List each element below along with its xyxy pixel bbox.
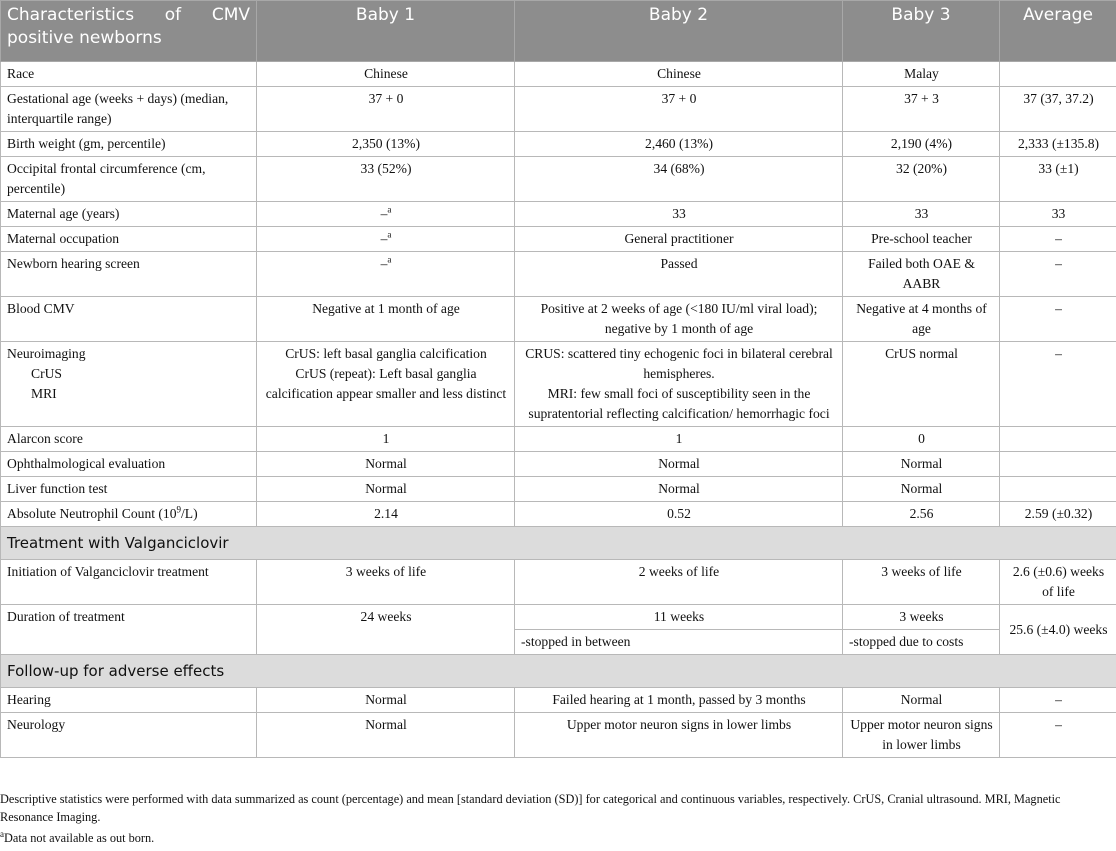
table-row: [1, 688, 1116, 713]
header-baby-1: Baby 1: [257, 1, 515, 62]
cell-baby-1: 2.14: [257, 502, 515, 527]
cell-average: –: [1000, 713, 1116, 758]
row-label: Race: [1, 62, 257, 87]
cell-average: 2.59 (±0.32): [1000, 502, 1116, 527]
table-row: [1, 157, 1116, 202]
anc-label-text: Absolute Neutrophil Count (10: [7, 506, 177, 521]
row-label: Maternal age (years): [1, 202, 257, 227]
dash-text: –: [380, 256, 388, 271]
cell-average: 33: [1000, 202, 1116, 227]
cell-average: –: [1000, 342, 1116, 427]
table-row: [1, 502, 1116, 527]
statistics-note: Descriptive statistics were performed with data summarized as count (percentage) and mean [standard deviation (SD)] for categorical and continuous variables, respectively. CrUS, Cranial ultrasound. MRI, Magnetic Resonance Imaging.: [0, 792, 1061, 824]
dash-text: –: [380, 231, 388, 246]
cell-baby-1: 37 + 0: [257, 87, 515, 132]
cell-average: –: [1000, 227, 1116, 252]
cell-baby-2: Normal: [515, 477, 843, 502]
cell-baby-1: 33 (52%): [257, 157, 515, 202]
cell-baby-1: 24 weeks: [257, 605, 515, 655]
table-row: [1, 297, 1116, 342]
row-label: Initiation of Valganciclovir treatment: [1, 560, 257, 605]
section-title-followup: Follow-up for adverse effects: [1, 655, 1116, 688]
neuro-text: CrUS (repeat): Left basal ganglia calcification appear smaller and less distinct: [265, 366, 507, 401]
header-baby-3: Baby 3: [843, 1, 1000, 62]
cell-baby-3: 3 weeks of life: [843, 560, 1000, 605]
table-row: [1, 427, 1116, 452]
cell-baby-2: 1: [515, 427, 843, 452]
table-row: [1, 202, 1116, 227]
footnote-marker: a: [0, 828, 4, 839]
row-label: Gestational age (weeks + days) (median, interquartile range): [1, 87, 257, 132]
row-label: Liver function test: [1, 477, 257, 502]
header-baby-2: Baby 2: [515, 1, 843, 62]
cell-baby-2: Failed hearing at 1 month, passed by 3 months: [515, 688, 843, 713]
cell-baby-1: Normal: [257, 477, 515, 502]
anc-label-unit: /L): [181, 506, 198, 521]
cell-baby-2: 33: [515, 202, 843, 227]
cell-average: –: [1000, 297, 1116, 342]
table-row: [1, 252, 1116, 297]
cell-baby-3: Pre-school teacher: [843, 227, 1000, 252]
table-row: [1, 477, 1116, 502]
cell-average: 25.6 (±4.0) weeks: [1000, 605, 1116, 655]
table-row: [1, 605, 1116, 630]
row-label: Blood CMV: [1, 297, 257, 342]
neuro-text: CRUS: scattered tiny echogenic foci in bilateral cerebral hemispheres.: [525, 346, 833, 381]
cell-average: 2,333 (±135.8): [1000, 132, 1116, 157]
cell-baby-3: Failed both OAE & AABR: [843, 252, 1000, 297]
cell-baby-2: Chinese: [515, 62, 843, 87]
cell-baby-3: 2.56: [843, 502, 1000, 527]
cell-baby-3: Normal: [843, 452, 1000, 477]
neuro-text: CrUS: left basal ganglia calcification: [285, 346, 487, 361]
cell-average: 2.6 (±0.6) weeks of life: [1000, 560, 1116, 605]
cell-baby-1: 3 weeks of life: [257, 560, 515, 605]
cell-average: [1000, 427, 1116, 452]
footnote-marker: a: [387, 229, 392, 240]
cell-baby-3: Malay: [843, 62, 1000, 87]
cell-baby-2: Upper motor neuron signs in lower limbs: [515, 713, 843, 758]
footnote-text: Data not available as out born.: [4, 831, 155, 845]
table-row: [1, 560, 1116, 605]
footnote-marker: a: [387, 204, 392, 215]
row-label: Ophthalmological evaluation: [1, 452, 257, 477]
cell-baby-3: 32 (20%): [843, 157, 1000, 202]
cell-baby-3: 33: [843, 202, 1000, 227]
table-row: [1, 62, 1116, 87]
cell-baby-1: Normal: [257, 713, 515, 758]
cell-baby-2: 34 (68%): [515, 157, 843, 202]
footnote-marker: a: [387, 254, 392, 265]
section-row: [1, 655, 1116, 688]
neuroimaging-sub-crus: CrUS: [31, 366, 62, 381]
cell-baby-1: Negative at 1 month of age: [257, 297, 515, 342]
cell-baby-3-note: -stopped due to costs: [843, 630, 1000, 655]
section-row: [1, 527, 1116, 560]
cell-baby-3: Upper motor neuron signs in lower limbs: [843, 713, 1000, 758]
cell-baby-2: Normal: [515, 452, 843, 477]
cell-average: 37 (37, 37.2): [1000, 87, 1116, 132]
cell-baby-1: [257, 202, 515, 227]
dash-text: –: [380, 206, 388, 221]
cell-baby-3: 3 weeks: [843, 605, 1000, 630]
header-row: [1, 1, 1116, 62]
table-row: [1, 227, 1116, 252]
cell-average: [1000, 452, 1116, 477]
neuroimaging-label: Neuroimaging: [7, 346, 86, 361]
cell-baby-3: CrUS normal: [843, 342, 1000, 427]
cell-baby-1: 1: [257, 427, 515, 452]
neuro-text: MRI: few small foci of susceptibility seen in the supratentorial reflecting calcification/ hemorrhagic foci: [528, 386, 830, 421]
row-label: Birth weight (gm, percentile): [1, 132, 257, 157]
header-characteristics: Characteristics of CMV positive newborns: [1, 1, 257, 62]
table-row: [1, 87, 1116, 132]
section-title-treatment: Treatment with Valganciclovir: [1, 527, 1116, 560]
row-label: Neurology: [1, 713, 257, 758]
row-label: Duration of treatment: [1, 605, 257, 655]
cell-baby-2: 2 weeks of life: [515, 560, 843, 605]
anc-label-exponent: 9: [176, 504, 182, 515]
cell-average: 33 (±1): [1000, 157, 1116, 202]
cell-baby-2: 37 + 0: [515, 87, 843, 132]
cell-baby-1: Normal: [257, 688, 515, 713]
row-label: [1, 342, 257, 427]
cell-baby-2: General practitioner: [515, 227, 843, 252]
footnote: [0, 829, 1110, 847]
cell-baby-2-note: -stopped in between: [515, 630, 843, 655]
cell-baby-1: [257, 342, 515, 427]
table-row: [1, 713, 1116, 758]
cell-average: –: [1000, 688, 1116, 713]
table-notes: [0, 790, 1110, 850]
cell-baby-1: 2,350 (13%): [257, 132, 515, 157]
table-row: [1, 132, 1116, 157]
row-label: Hearing: [1, 688, 257, 713]
row-label: Occipital frontal circumference (cm, percentile): [1, 157, 257, 202]
cell-average: [1000, 477, 1116, 502]
cell-baby-3: Normal: [843, 477, 1000, 502]
cell-baby-1: [257, 227, 515, 252]
row-label: [1, 502, 257, 527]
header-average: Average: [1000, 1, 1116, 62]
cell-baby-1: Normal: [257, 452, 515, 477]
cell-baby-2: Positive at 2 weeks of age (<180 IU/ml viral load); negative by 1 month of age: [515, 297, 843, 342]
table-row: [1, 452, 1116, 477]
cell-baby-3: 2,190 (4%): [843, 132, 1000, 157]
cell-baby-3: 0: [843, 427, 1000, 452]
table-row: [1, 342, 1116, 427]
row-label: Alarcon score: [1, 427, 257, 452]
cell-average: [1000, 62, 1116, 87]
cell-average: –: [1000, 252, 1116, 297]
cell-baby-2: 2,460 (13%): [515, 132, 843, 157]
cell-baby-2: 0.52: [515, 502, 843, 527]
row-label: Maternal occupation: [1, 227, 257, 252]
cell-baby-3: 37 + 3: [843, 87, 1000, 132]
cell-baby-3: Normal: [843, 688, 1000, 713]
cell-baby-3: Negative at 4 months of age: [843, 297, 1000, 342]
cell-baby-2: Passed: [515, 252, 843, 297]
cell-baby-2: [515, 342, 843, 427]
cell-baby-2: 11 weeks: [515, 605, 843, 630]
row-label: Newborn hearing screen: [1, 252, 257, 297]
cell-baby-1: Chinese: [257, 62, 515, 87]
neuroimaging-sub-mri: MRI: [31, 386, 57, 401]
cell-baby-1: [257, 252, 515, 297]
